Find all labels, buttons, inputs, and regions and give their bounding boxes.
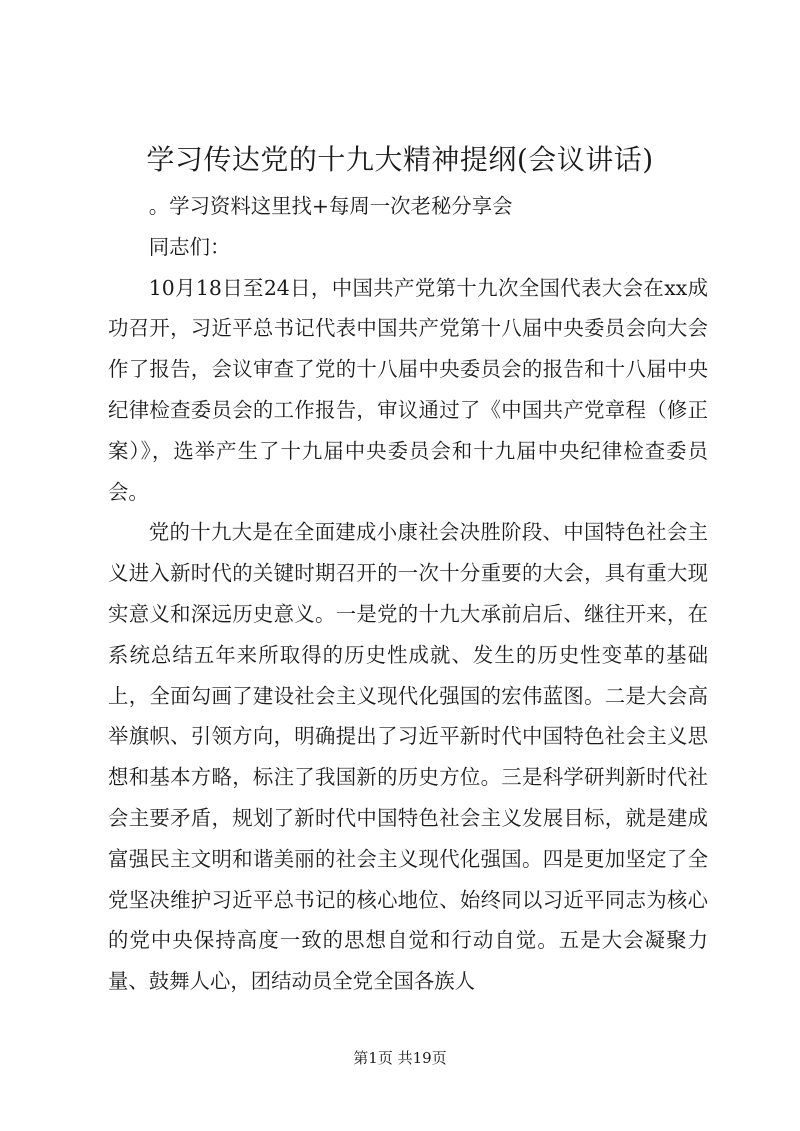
- promo-line: 。学习资料这里找+每周一次老秘分享会: [148, 194, 513, 218]
- salutation: 同志们：: [148, 234, 231, 259]
- paragraph-congress-summary: 10月18日至24日，中国共产党第十九次全国代表大会在xx成功召开，习近平总书记代表中国共产党第十八届中央委员会向大会作了报告，会议审查了党的十八届中央委员会的报告和十八届中央纪律检查委员会的工作报告，审议通过了《中国共产党章程（修正案）》，选举产生了十九届中央委员会和十九届中央纪律检查委员会。: [108, 275, 708, 504]
- page-number: 第1页 共19页: [353, 1049, 447, 1067]
- paragraph-significance: 党的十九大是在全面建成小康社会决胜阶段、中国特色社会主义进入新时代的关键时期召开的一次十分重要的大会，具有重大现实意义和深远历史意义。一是党的十九大承前启后、继往开来，在系统总结五年来所取得的历史性成就、发生的历史性变革的基础上，全面勾画了建设社会主义现代化强国的宏伟蓝图。二是大会高举旗帜、引领方向，明确提出了习近平新时代中国特色社会主义思想和基本方略，标注了我国新的历史方位。三是科学研判新时代社会主要矛盾，规划了新时代中国特色社会主义发展目标，就是建成富强民主文明和谐美丽的社会主义现代化强国。四是更加坚定了全党坚决维护习近平总书记的核心地位、始终同以习近平同志为核心的党中央保持高度一致的思想自觉和行动自觉。五是大会凝聚力量、鼓舞人心，团结动员全党全国各族人: [108, 520, 708, 994]
- page-footer: [0, 1047, 800, 1069]
- document-body: [108, 186, 708, 1002]
- document-title: 学习传达党的十九大精神提纲(会议讲话): [146, 143, 654, 176]
